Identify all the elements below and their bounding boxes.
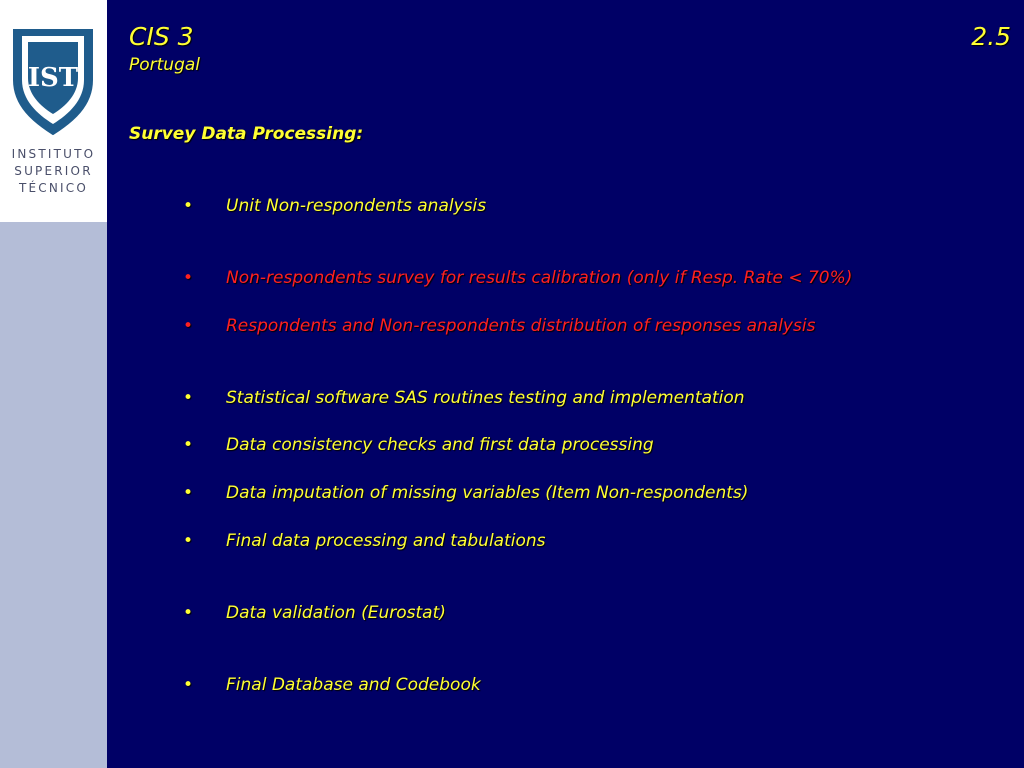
bullet-icon: • bbox=[183, 675, 194, 695]
bullet-text: Data validation (Eurostat) bbox=[226, 603, 446, 623]
bullet-text: Final data processing and tabulations bbox=[226, 531, 546, 551]
institution-logo bbox=[0, 0, 107, 222]
bullet-item bbox=[183, 483, 748, 503]
bullet-text: Unit Non-respondents analysis bbox=[226, 196, 487, 216]
slide-title: CIS 3 bbox=[129, 22, 194, 51]
sidebar bbox=[0, 0, 107, 768]
bullet-icon: • bbox=[183, 483, 194, 503]
bullet-icon: • bbox=[183, 435, 194, 455]
bullet-item bbox=[183, 531, 546, 551]
slide-number: 2.5 bbox=[971, 22, 1011, 51]
logo-mark: IST bbox=[27, 63, 79, 93]
bullet-item bbox=[183, 196, 486, 216]
bullet-icon: • bbox=[183, 316, 194, 336]
bullet-text: Data consistency checks and first data processing bbox=[226, 435, 654, 455]
bullet-text: Final Database and Codebook bbox=[226, 675, 481, 695]
bullet-item bbox=[183, 268, 852, 288]
bullet-item bbox=[183, 388, 745, 408]
bullet-text: Statistical software SAS routines testing and implementation bbox=[226, 388, 745, 408]
logo-text-line1: INSTITUTO bbox=[11, 147, 96, 161]
bullet-item bbox=[183, 675, 481, 695]
section-heading: Survey Data Processing: bbox=[129, 124, 364, 144]
logo-text-line3: TÉCNICO bbox=[18, 181, 89, 195]
bullet-icon: • bbox=[183, 388, 194, 408]
bullet-item bbox=[183, 603, 446, 623]
bullet-icon: • bbox=[183, 531, 194, 551]
bullet-text: Respondents and Non-respondents distribution of responses analysis bbox=[226, 316, 816, 336]
bullet-item bbox=[183, 435, 654, 455]
bullet-icon: • bbox=[183, 196, 194, 216]
bullet-icon: • bbox=[183, 268, 194, 288]
bullet-icon: • bbox=[183, 603, 194, 623]
slide-subtitle: Portugal bbox=[129, 55, 201, 75]
bullet-text: Data imputation of missing variables (Item Non-respondents) bbox=[226, 483, 749, 503]
bullet-item bbox=[183, 316, 815, 336]
logo-text-line2: SUPERIOR bbox=[14, 164, 93, 178]
bullet-text: Non-respondents survey for results calibration (only if Resp. Rate < 70%) bbox=[226, 268, 853, 288]
ist-shield-icon bbox=[12, 28, 94, 136]
